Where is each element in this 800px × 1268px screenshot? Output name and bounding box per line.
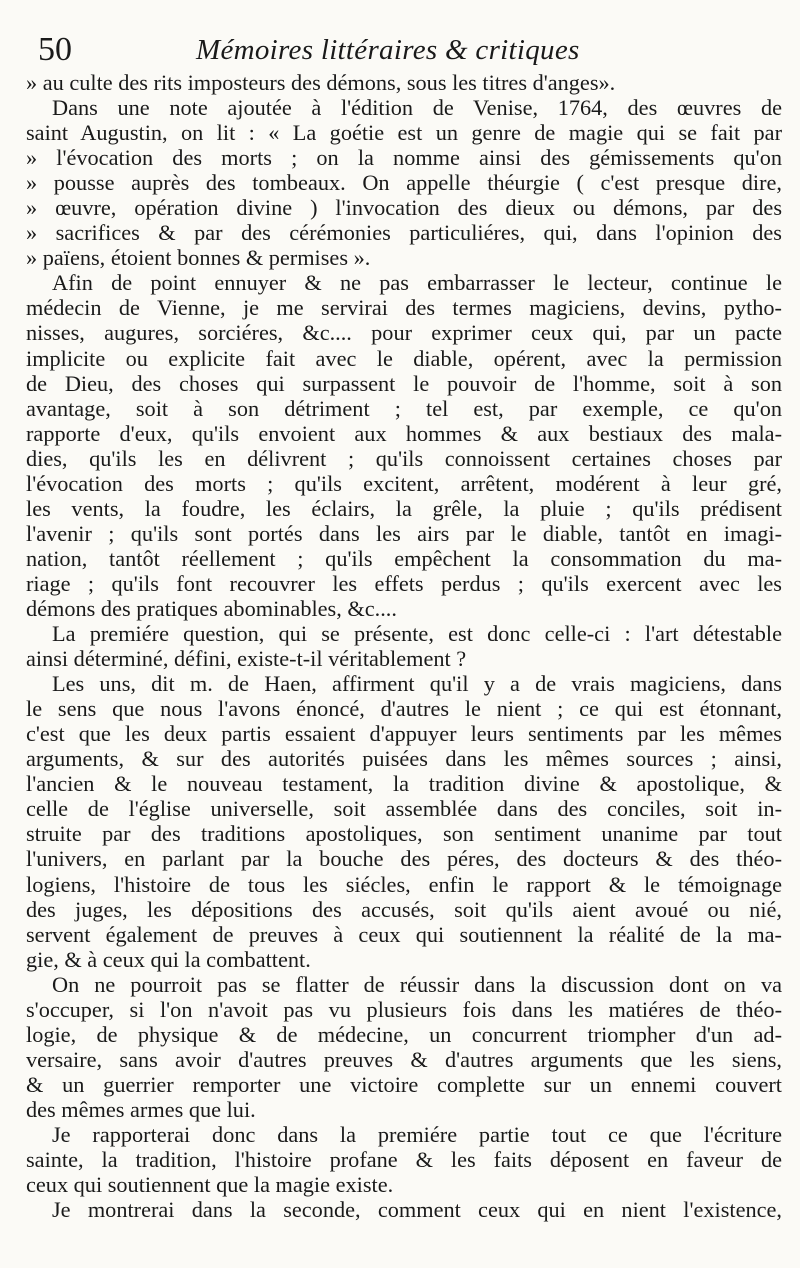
body-text xyxy=(26,70,782,1222)
text-line: démons des pratiques abominables, &c.... xyxy=(26,595,397,621)
paragraph xyxy=(26,270,782,621)
text-line: les vents, la foudre, les éclairs, la grêle, la pluie ; qu'ils prédisent xyxy=(26,495,782,521)
paragraph xyxy=(26,621,782,671)
text-line: riage ; qu'ils font recouvrer les effets perdus ; qu'ils exercent avec les xyxy=(26,570,782,596)
text-line: s'occuper, si l'on n'avoit pas vu plusieurs fois dans les matiéres de théo- xyxy=(26,996,782,1022)
text-line: ceux qui soutiennent que la magie existe. xyxy=(26,1172,394,1198)
text-line: l'univers, en parlant par la bouche des péres, des docteurs & des théo- xyxy=(26,846,782,872)
text-line: avantage, soit à son détriment ; tel est, par exemple, ce qu'on xyxy=(26,395,782,421)
text-line: Les uns, dit m. de Haen, affirment qu'il y a de vrais magiciens, dans xyxy=(52,671,782,697)
text-line: médecin de Vienne, je me servirai des termes magiciens, devins, pytho- xyxy=(26,295,782,321)
paragraph xyxy=(26,972,782,1122)
text-line: nisses, augures, sorciéres, &c.... pour exprimer ceux qui, par un pacte xyxy=(26,320,782,346)
text-line: l'ancien & le nouveau testament, la tradition divine & apostolique, & xyxy=(26,771,782,797)
text-line: » l'évocation des morts ; on la nomme ainsi des gémissements qu'on xyxy=(26,145,782,171)
text-line: » au culte des rits imposteurs des démons, sous les titres d'anges». xyxy=(26,70,616,95)
paragraph xyxy=(26,1197,782,1222)
text-line: Je rapporterai donc dans la premiére partie tout ce que l'écriture xyxy=(52,1121,782,1147)
text-line: gie, & à ceux qui la combattent. xyxy=(26,946,311,972)
text-line: & un guerrier remporter une victoire complette sur un ennemi couvert xyxy=(26,1071,782,1097)
text-line: l'évocation des morts ; qu'ils excitent, arrêtent, modérent à leur gré, xyxy=(26,470,782,496)
page-number: 50 xyxy=(38,31,72,68)
text-line: saint Augustin, on lit : « La goétie est un genre de magie qui se fait par xyxy=(26,120,782,146)
text-line: celle de l'église universelle, soit assemblée dans des conciles, soit in- xyxy=(26,796,782,822)
paragraph xyxy=(26,70,782,95)
page-header xyxy=(26,30,782,70)
text-line: logie, de physique & de médecine, un concurrent triompher d'un ad- xyxy=(26,1021,782,1047)
text-line: » païens, étoient bonnes & permises ». xyxy=(26,245,371,271)
text-line: Je montrerai dans la seconde, comment ceux qui en nient l'existence, xyxy=(52,1197,782,1223)
paragraph xyxy=(26,95,782,270)
text-line: le sens que nous l'avons énoncé, d'autres le nient ; ce qui est étonnant, xyxy=(26,696,782,722)
text-line: nation, tantôt réellement ; qu'ils empêchent la consommation du ma- xyxy=(26,545,782,571)
text-line: c'est que les deux partis essaient d'appuyer leurs sentiments par les mêmes xyxy=(26,721,782,747)
text-line: logiens, l'histoire de tous les siécles, enfin le rapport & le témoignage xyxy=(26,871,782,897)
text-line: » sacrifices & par des cérémonies particuliéres, qui, dans l'opinion des xyxy=(26,220,782,246)
text-line: struite par des traditions apostoliques, son sentiment unanime par tout xyxy=(26,821,782,847)
text-line: » pousse auprès des tombeaux. On appelle théurgie ( c'est presque dire, xyxy=(26,170,782,196)
text-line: des mêmes armes que lui. xyxy=(26,1096,256,1122)
text-line: l'avenir ; qu'ils sont portés dans les airs par le diable, tantôt en imagi- xyxy=(26,520,782,546)
text-line: arguments, & sur des autorités puisées dans les mêmes sources ; ainsi, xyxy=(26,746,782,772)
text-line: dies, qu'ils les en délivrent ; qu'ils connoissent certaines choses par xyxy=(26,445,782,471)
text-line: Dans une note ajoutée à l'édition de Venise, 1764, des œuvres de xyxy=(52,95,782,121)
text-line: des juges, les dépositions des accusés, soit qu'ils aient avoué ou nié, xyxy=(26,896,782,922)
text-line: de Dieu, des choses qui surpassent le pouvoir de l'homme, soit à son xyxy=(26,370,782,396)
paragraph xyxy=(26,671,782,972)
text-line: On ne pourroit pas se flatter de réussir dans la discussion dont on va xyxy=(52,971,782,997)
text-line: La premiére question, qui se présente, est donc celle-ci : l'art détestable xyxy=(52,621,782,647)
text-line: ainsi déterminé, défini, existe-t-il véritablement ? xyxy=(26,646,467,672)
running-title: Mémoires littéraires & critiques xyxy=(196,34,580,66)
text-line: servent également de preuves à ceux qui soutiennent la réalité de la ma- xyxy=(26,921,782,947)
text-line: Afin de point ennuyer & ne pas embarrasser le lecteur, continue le xyxy=(52,270,782,296)
paragraph xyxy=(26,1122,782,1197)
text-line: » œuvre, opération divine ) l'invocation des dieux ou démons, par des xyxy=(26,195,782,221)
text-line: versaire, sans avoir d'autres preuves & d'autres arguments que les siens, xyxy=(26,1046,782,1072)
text-line: implicite ou explicite fait avec le diable, opérent, avec la permission xyxy=(26,345,782,371)
text-line: rapporte d'eux, qu'ils envoient aux hommes & aux bestiaux des mala- xyxy=(26,420,782,446)
text-line: sainte, la tradition, l'histoire profane & les faits déposent en faveur de xyxy=(26,1147,782,1173)
